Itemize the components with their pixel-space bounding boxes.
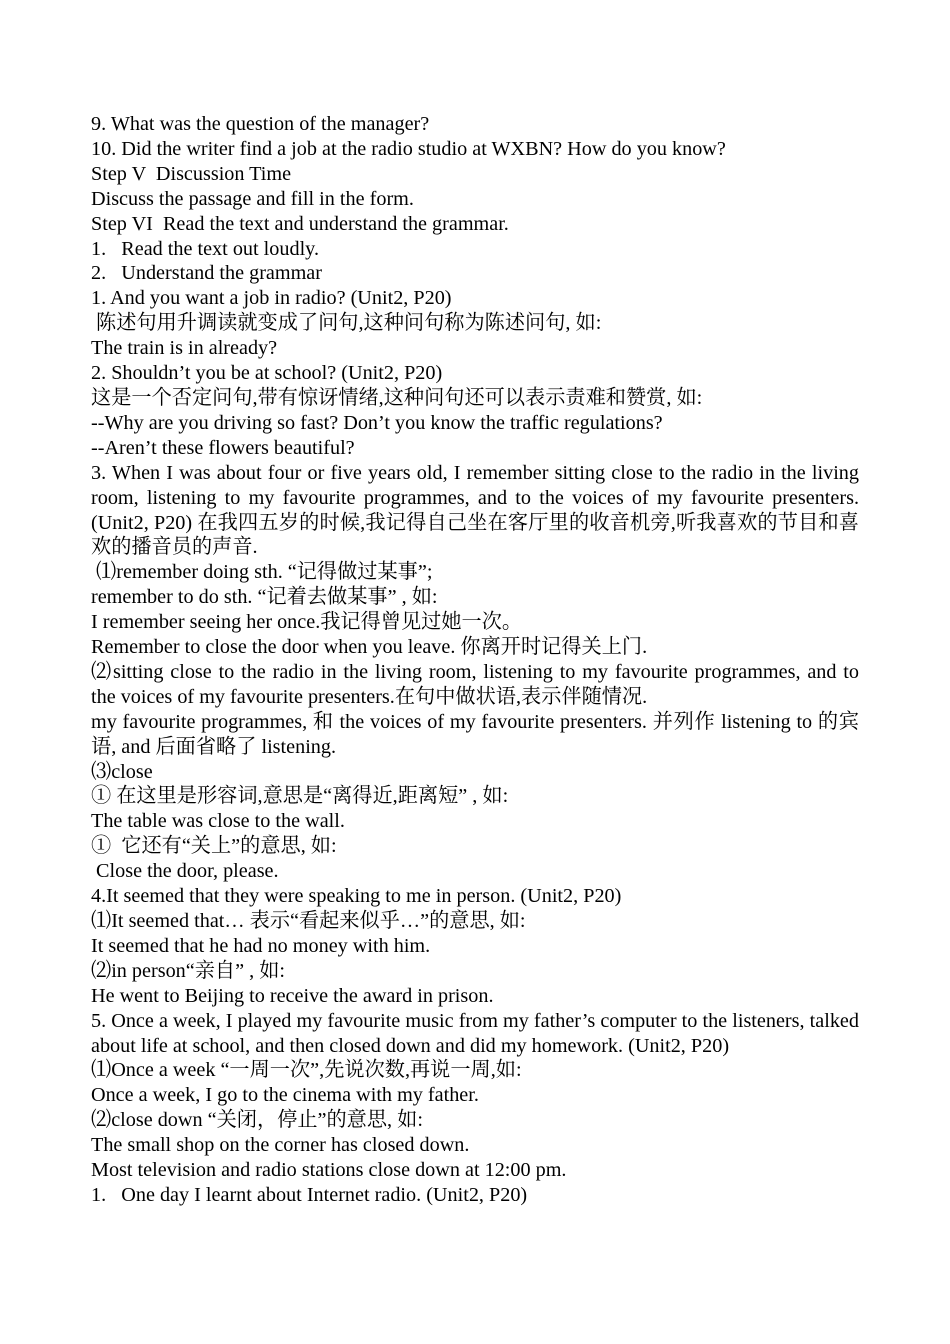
text-line: 这是一个否定问句,带有惊讶情绪,这种问句还可以表示责难和赞赏, 如: xyxy=(91,386,703,409)
section-heading: Step V Discussion Time xyxy=(91,162,292,185)
text-line: ⑴Once a week “一周一次”,先说次数,再说一周,如: xyxy=(91,1059,522,1082)
text-line: The train is in already? xyxy=(91,337,278,360)
text-line: --Aren’t these flowers beautiful? xyxy=(91,436,355,459)
list-item: 1. Read the text out loudly. xyxy=(91,237,320,260)
text-line: Once a week, I go to the cinema with my father. xyxy=(91,1084,479,1107)
paragraph: 5. Once a week, I played my favourite music from my father’s computer to the listeners, talked about life at school, and then closed down and did my homework. (Unit2, P20) xyxy=(91,1009,859,1057)
text-line: Remember to close the door when you leave. 你离开时记得关上门. xyxy=(91,636,648,659)
list-item: 1. One day I learnt about Internet radio. (Unit2, P20) xyxy=(91,1183,528,1206)
list-item: 2. Understand the grammar xyxy=(91,262,322,285)
paragraph: 3. When I was about four or five years old, I remember sitting close to the radio in the living room, listening to my favourite programmes, and to the voices of my favourite presenters. (Unit2, P20) 在我四五岁的时候,我记得自己坐在客厅里的收音机旁,听我喜欢的节目和喜欢的播音员的声音. xyxy=(91,461,859,559)
text-line: ⑴remember doing sth. “记得做过某事”; xyxy=(91,561,433,584)
text-line: Discuss the passage and fill in the form. xyxy=(91,187,414,210)
text-line: 2. Shouldn’t you be at school? (Unit2, P20) xyxy=(91,362,443,385)
text-line: ① 它还有“关上”的意思, 如: xyxy=(91,835,337,858)
text-line: 9. What was the question of the manager? xyxy=(91,113,430,135)
text-line: 4.It seemed that they were speaking to me in person. (Unit2, P20) xyxy=(91,885,622,908)
document-page xyxy=(91,112,859,1208)
paragraph: my favourite programmes, 和 the voices of my favourite presenters. 并列作 listening to 的宾语, and 后面省略了 listening. xyxy=(91,710,859,758)
text-line: ⑶close xyxy=(91,760,153,783)
text-line: The table was close to the wall. xyxy=(91,810,345,833)
text-line: ⑵in person“亲自” , 如: xyxy=(91,959,285,982)
section-heading: Step VI Read the text and understand the grammar. xyxy=(91,212,509,235)
text-line: remember to do sth. “记着去做某事” , 如: xyxy=(91,586,438,609)
text-line: ⑵close down “关闭，停止”的意思, 如: xyxy=(91,1109,423,1132)
text-line: Close the door, please. xyxy=(91,860,279,883)
text-line: The small shop on the corner has closed down. xyxy=(91,1134,470,1157)
text-line: Most television and radio stations close down at 12:00 pm. xyxy=(91,1159,567,1182)
paragraph: ⑵sitting close to the radio in the living room, listening to my favourite programmes, and to the voices of my favourite presenters.在句中做状语,表示伴随情况. xyxy=(91,660,859,708)
text-line: It seemed that he had no money with him. xyxy=(91,934,431,957)
text-line: ⑴It seemed that… 表示“看起来似乎…”的意思, 如: xyxy=(91,910,526,932)
text-line: 1. And you want a job in radio? (Unit2, P20) xyxy=(91,287,452,310)
text-line: 10. Did the writer find a job at the radio studio at WXBN? How do you know? xyxy=(91,137,726,160)
text-line: I remember seeing her once.我记得曾见过她一次。 xyxy=(91,611,523,634)
text-line: 陈述句用升调读就变成了问句,这种问句称为陈述问句, 如: xyxy=(91,312,602,335)
text-line: --Why are you driving so fast? Don’t you know the traffic regulations? xyxy=(91,411,663,434)
text-line: He went to Beijing to receive the award in prison. xyxy=(91,984,494,1007)
text-line: ① 在这里是形容词,意思是“离得近,距离短” , 如: xyxy=(91,785,509,808)
